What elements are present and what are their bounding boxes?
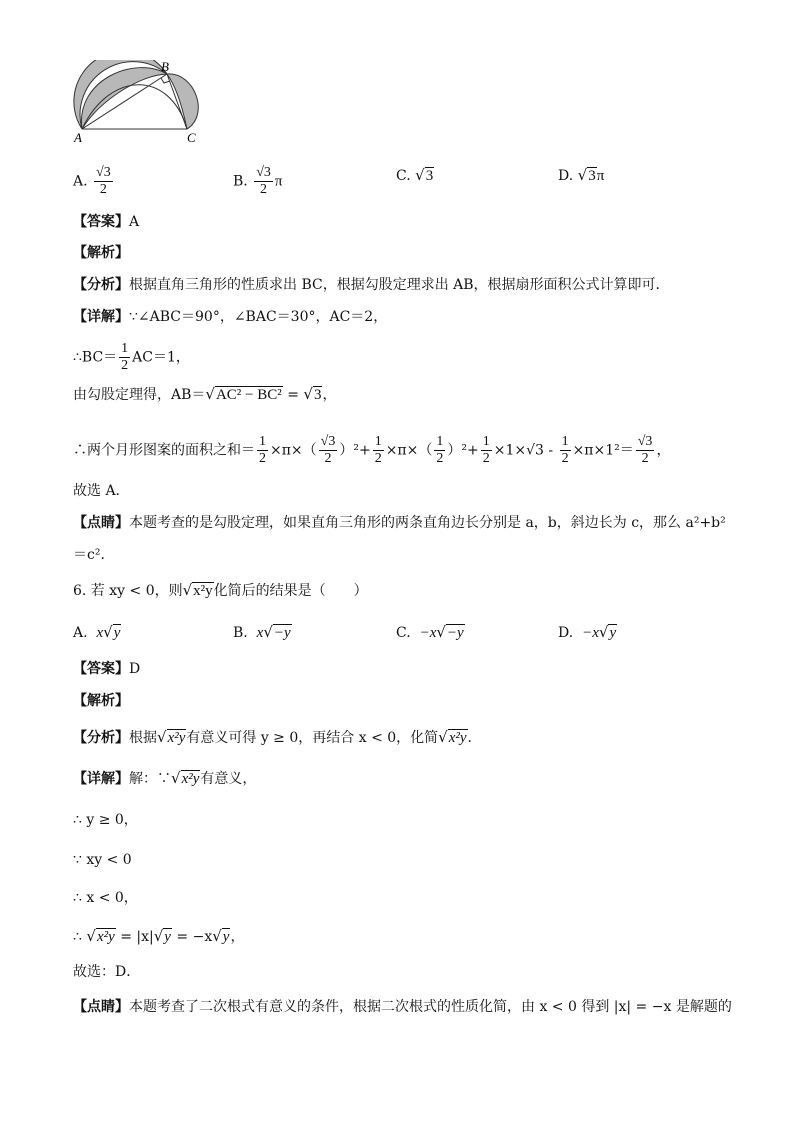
option-letter: A. [73, 173, 88, 190]
q6-stem: 6. 若 xy < 0，则√x²y化简后的结果是（ ） [73, 581, 368, 599]
q6-note: 【点睛】本题考查了二次根式有意义的条件，根据二次根式的性质化简，由 x < 0 得到 |x| = −x 是解题的 [73, 999, 732, 1015]
q6-detail-line: 【详解】解：∵√x²y有意义， [73, 769, 257, 787]
q6-step4: ∴ √x²y = |x|√y = −x√y， [73, 927, 245, 945]
q5-note-line1: 【点睛】本题考查的是勾股定理，如果直角三角形的两条直角边长分别是 a，b，斜边长为 c，那么 a²+b² [73, 515, 726, 531]
q6-fenxi-line: 【分析】根据√x²y有意义可得 y ≥ 0，再结合 x < 0，化简√x²y． [73, 728, 482, 746]
q5-detail-line: 【详解】∵∠ABC＝90°，∠BAC＝30°，AC＝2， [73, 309, 388, 325]
q5-step2: 由勾股定理得，AB＝√AC² − BC² = √3， [73, 385, 337, 403]
q5-step1: ∴BC＝ $\frac{1}{2}$ AC＝1， [73, 341, 190, 373]
q5-fenxi-line: 【分析】根据直角三角形的性质求出 BC，根据勾股定理求出 AB，根据扇形面积公式计算即可． [73, 277, 670, 293]
q6-step1: ∴ y ≥ 0， [73, 812, 138, 828]
q6-answer-line: 【答案】D [73, 661, 141, 677]
q5-option-d[interactable]: D. √3π [558, 166, 605, 184]
geometry-figure [70, 60, 210, 145]
q6-option-c[interactable]: C. −x√−y [396, 623, 464, 641]
q5-option-c[interactable] [396, 165, 434, 186]
q5-step3: ∴两个月形图案的面积之和＝ $\frac{1}{2}$ ×π×（ $\frac{√3}{2}$ ）²+ $\frac{1}{2}$ ×π×（ $\frac{1}{2}$ ）²+ $\frac{1}{2}$ ×1×√3 - $\frac{1}{2}$ ×π×1²＝ $\frac{√3}{2}$ ， [73, 434, 671, 466]
q6-option-a[interactable]: A. x√y [73, 623, 121, 641]
q5-choose: 故选 A． [73, 483, 130, 499]
q5-option-b[interactable]: B. $\frac{√3}{2}$ π [233, 165, 283, 197]
fraction: $\frac{√3}{2}$ [96, 165, 111, 197]
q6-step3: ∴ x < 0， [73, 890, 138, 906]
label-b: B [161, 60, 169, 74]
q5-option-a[interactable] [73, 165, 115, 198]
q6-option-b[interactable]: B. x√−y [233, 623, 291, 641]
fraction: $\frac{√3}{2}$ [256, 165, 271, 197]
option-letter: D. [558, 168, 574, 184]
q5-answer-line: 【答案】A [73, 214, 140, 230]
q5-note-line2: ＝c²． [73, 547, 115, 563]
q5-analysis-tag: 【解析】 [73, 245, 129, 261]
sqrt: √3 [577, 166, 596, 184]
q6-choose: 故选：D． [73, 964, 141, 980]
sqrt: √3 [415, 166, 434, 184]
option-letter: C. [396, 168, 411, 184]
shaded-lune-bc [167, 74, 198, 129]
label-a: A [74, 130, 82, 145]
q6-option-d[interactable]: D. −x√y [558, 623, 617, 641]
q6-analysis-tag: 【解析】 [73, 693, 129, 709]
q6-step2: ∵ xy < 0 [73, 852, 132, 868]
option-letter: B. [233, 173, 248, 190]
label-c: C [187, 130, 196, 145]
